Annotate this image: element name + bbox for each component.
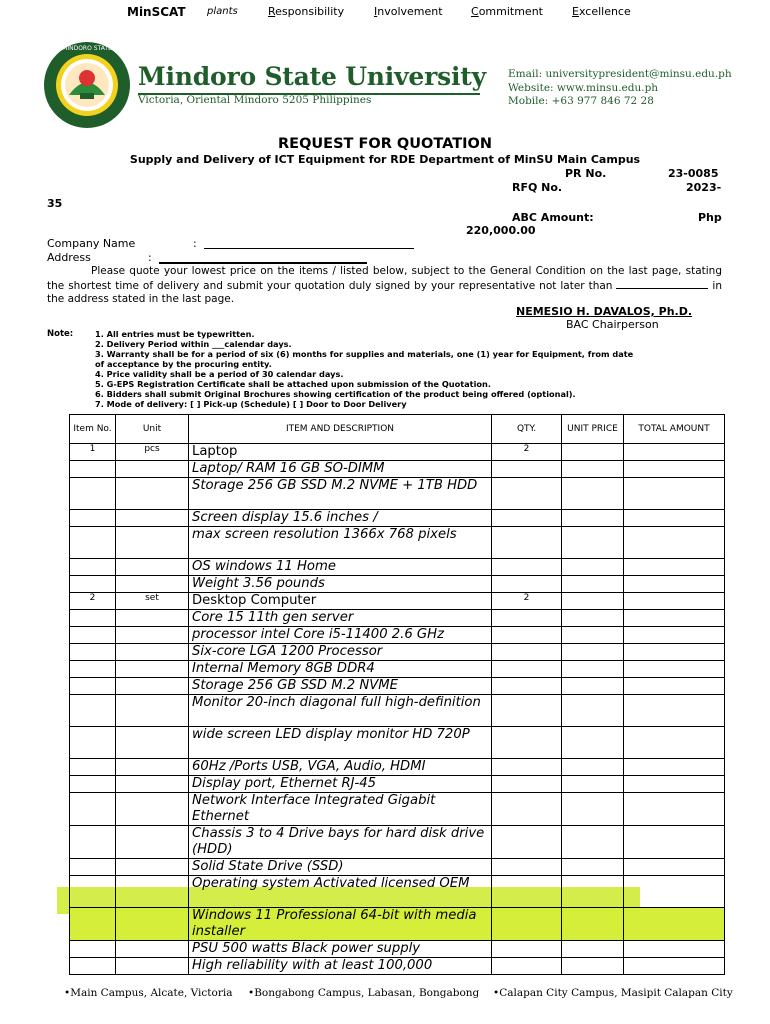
- brand-minscat: MinSCAT: [127, 5, 186, 19]
- spec-line: Chassis 3 to 4 Drive bays for hard disk drive (HDD): [189, 826, 492, 859]
- table-row: [70, 461, 725, 478]
- table-row: [70, 644, 725, 661]
- company-name-label: Company Name: [47, 237, 136, 250]
- value-responsibility: Responsibility: [268, 5, 345, 18]
- signatory-name: NEMESIO H. DAVALOS, Ph.D.: [516, 305, 693, 318]
- note-item: 6. Bidders shall submit Original Brochures showing certification of the product being offered (optional).: [95, 389, 576, 399]
- table-row: [70, 793, 725, 826]
- contact-email: Email: universitypresident@minsu.edu.ph: [508, 68, 732, 80]
- table-row: [70, 859, 725, 876]
- total-amount-cell[interactable]: [624, 593, 725, 610]
- table-row: [70, 576, 725, 593]
- university-address: Victoria, Oriental Mindoro 5205 Philippines: [138, 94, 372, 106]
- table-row: [70, 661, 725, 678]
- company-name-field[interactable]: [204, 237, 414, 249]
- plants-label: plants: [207, 6, 238, 17]
- table-row: [70, 776, 725, 793]
- item-unit: pcs: [116, 444, 189, 461]
- item-description: Desktop Computer: [189, 593, 492, 610]
- address-colon: :: [148, 251, 152, 264]
- table-row-highlighted: [70, 908, 725, 941]
- unit-price-cell[interactable]: [562, 593, 624, 610]
- address-field[interactable]: [159, 251, 367, 264]
- contact-website: Website: www.minsu.edu.ph: [508, 81, 659, 94]
- svg-text:MINDORO STATE: MINDORO STATE: [62, 45, 112, 52]
- top-bar: [0, 5, 770, 21]
- item-unit: set: [116, 593, 189, 610]
- total-amount-cell[interactable]: [624, 444, 725, 461]
- note-item: 1. All entries must be typewritten.: [95, 329, 255, 339]
- university-seal-logo: [42, 40, 132, 130]
- spec-line: Network Interface Integrated Gigabit Ethernet: [189, 793, 492, 826]
- spec-line: Six-core LGA 1200 Processor: [189, 644, 492, 661]
- footer-campus-bongabong: •Bongabong Campus, Labasan, Bongabong: [248, 987, 480, 999]
- rfq-label: RFQ No.: [512, 181, 563, 194]
- table-row: [70, 444, 725, 461]
- header-item-no: Item No.: [70, 415, 116, 444]
- item-qty: 2: [492, 593, 562, 610]
- spec-line: Windows 11 Professional 64-bit with media installer: [189, 908, 492, 941]
- table-row: [70, 559, 725, 576]
- item-no: 1: [70, 444, 116, 461]
- spec-line: 60Hz /Ports USB, VGA, Audio, HDMI: [189, 759, 492, 776]
- unit-price-cell[interactable]: [562, 444, 624, 461]
- spec-line: Storage 256 GB SSD M.2 NVME + 1TB HDD: [189, 478, 492, 510]
- table-row: [70, 826, 725, 859]
- note-label: Note:: [47, 329, 74, 339]
- header-qty: QTY.: [492, 415, 562, 444]
- spec-line: OS windows 11 Home: [189, 559, 492, 576]
- spec-line: Operating system Activated licensed OEM: [189, 876, 492, 908]
- header-total-amount: TOTAL AMOUNT: [624, 415, 725, 444]
- table-row: [70, 610, 725, 627]
- spec-line: Solid State Drive (SSD): [189, 859, 492, 876]
- spec-line: High reliability with at least 100,000: [189, 958, 492, 975]
- footer-campus-main: •Main Campus, Alcate, Victoria: [64, 987, 233, 999]
- spec-line: Laptop/ RAM 16 GB SO-DIMM: [189, 461, 492, 478]
- items-table: [69, 414, 725, 975]
- header-unit-price: UNIT PRICE: [562, 415, 624, 444]
- spec-line: PSU 500 watts Black power supply: [189, 941, 492, 958]
- note-item: 3. Warranty shall be for a period of six (6) months for supplies and materials, one (1) year for Equipment, from date: [95, 349, 634, 359]
- item-qty: 2: [492, 444, 562, 461]
- footer-campus-calapan: •Calapan City Campus, Masipit Calapan City: [493, 987, 733, 999]
- item-description: Laptop: [189, 444, 492, 461]
- value-excellence: Excellence: [572, 5, 631, 18]
- pr-label: PR No.: [565, 167, 607, 180]
- table-row: [70, 876, 725, 908]
- abc-label: ABC Amount:: [512, 211, 594, 224]
- value-involvement: Involvement: [374, 5, 443, 18]
- table-row: [70, 958, 725, 975]
- header-description: ITEM AND DESCRIPTION: [189, 415, 492, 444]
- spec-line: Display port, Ethernet RJ-45: [189, 776, 492, 793]
- table-row: [70, 593, 725, 610]
- table-row: [70, 478, 725, 510]
- deadline-blank[interactable]: [616, 278, 708, 289]
- signatory-role: BAC Chairperson: [566, 318, 659, 331]
- notes-list: [95, 329, 633, 409]
- table-row: [70, 695, 725, 727]
- table-row: [70, 727, 725, 759]
- spec-line: wide screen LED display monitor HD 720P: [189, 727, 492, 759]
- instruction-paragraph: [47, 265, 722, 306]
- item-no: 2: [70, 593, 116, 610]
- spec-line: Weight 3.56 pounds: [189, 576, 492, 593]
- document-title: REQUEST FOR QUOTATION: [278, 136, 492, 152]
- note-item: of acceptance by the procuring entity.: [95, 359, 272, 369]
- instruction-text: Please quote your lowest price on the items / listed below, subject to the General Condition on the last page, stating the shortest time of delivery and submit your quotation duly signed by your representative not later than: [47, 265, 722, 292]
- document-subtitle: Supply and Delivery of ICT Equipment for RDE Department of MinSU Main Campus: [129, 153, 641, 166]
- note-item: 7. Mode of delivery: [ ] Pick-up (Schedule) [ ] Door to Door Delivery: [95, 399, 407, 409]
- table-row: [70, 627, 725, 644]
- contact-mobile: Mobile: +63 977 846 72 28: [508, 95, 654, 107]
- table-row: [70, 941, 725, 958]
- spec-line: processor intel Core i5-11400 2.6 GHz: [189, 627, 492, 644]
- table-header-row: [70, 415, 725, 444]
- spec-line: Storage 256 GB SSD M.2 NVME: [189, 678, 492, 695]
- table-row: [70, 678, 725, 695]
- note-item: 4. Price validity shall be a period of 30 calendar days.: [95, 369, 344, 379]
- note-item: 5. G-EPS Registration Certificate shall be attached upon submission of the Quotation.: [95, 379, 491, 389]
- spec-line: Monitor 20-inch diagonal full high-definition: [189, 695, 492, 727]
- spec-line: Screen display 15.6 inches /: [189, 510, 492, 527]
- spec-line: Internal Memory 8GB DDR4: [189, 661, 492, 678]
- spec-line: Core 15 11th gen server: [189, 610, 492, 627]
- instruction-text-end: in the address stated in the last page.: [47, 280, 722, 305]
- spec-line: max screen resolution 1366x 768 pixels: [189, 527, 492, 559]
- abc-value: 220,000.00: [466, 224, 536, 237]
- abc-currency: Php: [698, 211, 722, 224]
- contact-block: [508, 68, 732, 109]
- company-name-colon: :: [193, 237, 197, 250]
- rfq-value: 2023-: [686, 181, 722, 194]
- table-row: [70, 510, 725, 527]
- rfq-value-wrap: 35: [47, 197, 63, 210]
- table-row: [70, 759, 725, 776]
- address-label: Address: [47, 251, 91, 264]
- table-row: [70, 527, 725, 559]
- pr-value: 23-0085: [668, 167, 719, 180]
- value-commitment: Commitment: [471, 5, 543, 18]
- university-name: Mindoro State University: [138, 62, 486, 91]
- header-unit: Unit: [116, 415, 189, 444]
- note-item: 2. Delivery Period within ___calendar days.: [95, 339, 292, 349]
